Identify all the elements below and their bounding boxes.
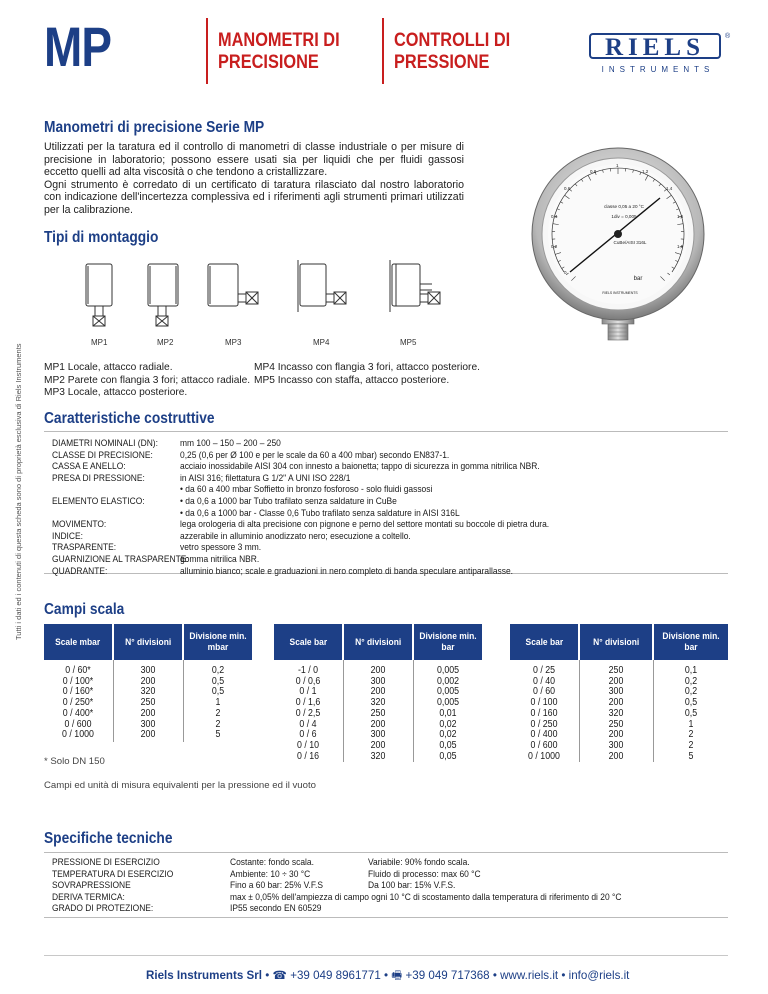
header-title-right-line2: PRESSIONE [394,52,490,73]
spec-value: Fluido di processo: max 60 °C [368,867,481,879]
phone-icon: ☎ [272,969,287,982]
table-column-divisione-min: 0,2 0,5 0,5 1 2 2 5 [211,665,225,741]
table-header: N° divisioni [114,624,182,660]
gauge-brand-text: RIELS INSTRUMENTS [602,291,638,295]
logo-registered-mark: ® [725,33,731,40]
spec-label: DERIVA TERMICA: [52,890,125,902]
gauge-tick-label: 0,2 [551,244,558,249]
mount-label-mp2: MP2 [157,338,174,347]
mount-desc-line: MP1 Locale, attacco radiale. [44,362,173,373]
gauge-tick-label: 0 [564,270,567,275]
spec-label: SOVRAPRESSIONE [52,879,131,891]
spec-value: alluminio bianco; scale e graduazioni in nero completo di banda speculare antiparallasse. [180,564,514,576]
caratteristiche-title: Caratteristiche costruttive [44,410,215,427]
gauge-tick-label: 1,4 [666,186,673,191]
mount-desc-left [44,362,250,400]
header-title-left-line2: PRECISIONE [218,52,319,73]
table-column-divisioni: 300 200 320 250 200 300 200 [140,665,156,741]
specifiche-title: Specifiche tecniche [44,830,173,847]
section-rule [44,917,728,918]
header-title-left-line1: MANOMETRI DI [218,30,340,51]
table-header: Scale mbar [44,624,112,660]
table-header: N° divisioni [344,624,412,660]
spec-value: gomma nitrilica NBR. [180,553,260,564]
footer-fax: +39 049 717368 [405,969,490,982]
header-divider [382,18,384,84]
gauge-tick-label: 1 [616,163,619,168]
table-header: N° divisioni [580,624,652,660]
footer-company: Riels Instruments Srl [146,969,262,982]
gauge-tick-label: 1,6 [677,214,684,219]
mount-label-mp4: MP4 [313,338,330,347]
mount-desc-line: MP2 Parete con flangia 3 fori; attacco radiale. [44,374,251,386]
spec-value: Ambiente: 10 ÷ 30 °C [230,867,311,879]
table-column-divisioni: 250 200 300 200 320 250 200 300 200 [608,665,624,762]
spec-value: Costante: fondo scala. [230,856,314,867]
spec-label: GUARNIZIONE AL TRASPARENTE: [52,553,189,564]
mount-diagram-mp4 [298,260,346,312]
montaggio-title: Tipi di montaggio [44,229,159,246]
spec-value: • da 0,6 a 1000 bar Tubo trafilato senza saldature in CuBe [180,495,397,506]
spec-label: PRESSIONE DI ESERCIZIO [52,856,160,867]
spec-label: ELEMENTO ELASTICO: [52,495,145,506]
gauge-tick-label: 0,4 [551,214,558,219]
section-rule [44,852,728,853]
mount-desc-line: MP5 Incasso con staffa, attacco posteriore. [254,374,450,386]
spec-label: CASSA E ANELLO: [52,460,126,472]
table-header: Scale bar [510,624,578,660]
campi-title: Campi scala [44,601,125,618]
spec-label: INDICE: [52,529,83,541]
mount-label-mp1: MP1 [91,338,108,347]
spec-value: lega orologeria di alta precisione con pignone e perno del settore montati su boccole di pietra dura. [180,518,550,530]
spec-label: TRASPARENTE: [52,541,117,553]
table-header: Divisione min. bar [654,624,728,660]
mount-desc-line: MP3 Locale, attacco posteriore. [44,387,188,398]
gauge-tick-label: 0,6 [564,186,571,191]
table-header: Scale bar [274,624,342,660]
gauge-photo [524,148,714,348]
intro-paragraph-2: Ogni strumento è corredato di un certificato di taratura rilasciato dal nostro laboratorio con indicazione dell'incertezza complessiva ed i riferimenti agli strumenti primari utilizzati per la calibrazione. [44,178,464,216]
spec-value: • da 60 a 400 mbar Soffietto in bronzo fosforoso - solo fluidi gassosi [180,483,433,495]
spec-value: Da 100 bar: 15% V.F.S. [368,879,456,891]
spec-value: in AISI 316; filettatura G 1/2" A UNI ISO 228/1 [180,471,351,483]
table-header: Divisione min. mbar [184,624,252,660]
footer-contact: Riels Instruments Srl • ☎ +39 049 8961771 • 🖷 +39 049 717368 • www.riels.it • info@riels.it [146,969,630,982]
logo-subtitle: INSTRUMENTS [601,65,715,74]
gauge-material-text: CuBe/AISI 316L [613,240,647,245]
spec-label: QUADRANTE: [52,564,108,576]
logo-text: RIELS [604,34,706,61]
gauge-tick-label: 0,8 [590,169,597,174]
mount-label-mp5: MP5 [400,338,417,347]
spec-label: PRESA DI PRESSIONE: [52,471,145,483]
spec-label: CLASSE DI PRECISIONE: [52,448,153,460]
table-column-divisioni: 200 300 200 320 250 200 300 200 320 [370,665,386,762]
mount-diagram-mp2 [148,264,178,326]
header-divider [206,18,208,84]
header-title-right-line1: CONTROLLI DI [394,30,511,51]
fax-icon: 🖷 [391,969,403,982]
spec-value: vetro spessore 3 mm. [180,541,262,553]
spec-value: • da 0,6 a 1000 bar - Classe 0,6 Tubo trafilato senza saldature in AISI 316L [180,506,460,518]
table-header: Divisione min. bar [414,624,482,660]
campi-note: Campi ed unità di misura equivalenti per la pressione ed il vuoto [44,780,316,791]
gauge-tick-label: 1,8 [677,244,684,249]
table-column-scale-bar: -1 / 0 0 / 0,6 0 / 1 0 / 1,6 0 / 2,5 0 / 4 0 / 6 0 / 10 0 / 16 [295,665,321,762]
mount-label-mp3: MP3 [225,338,242,347]
spec-value-protezione: IP55 secondo EN 60529 [230,902,322,914]
footer-email-link[interactable]: info@riels.it [568,969,630,982]
intro-title: Manometri di precisione Serie MP [44,119,265,136]
spec-value: 0,25 (0,6 per Ø 100 e per le scale da 60 a 400 mbar) secondo EN837-1. [180,448,450,460]
spec-value: Variabile: 90% fondo scala. [368,856,470,867]
table-column-scale-mbar: 0 / 60* 0 / 100* 0 / 160* 0 / 250* 0 / 400* 0 / 600 0 / 1000 [62,665,94,741]
spec-label: GRADO DI PROTEZIONE: [52,902,154,914]
riels-logo [588,28,731,78]
table-column-divisione-min: 0,1 0,2 0,2 0,5 0,5 1 2 2 5 [684,665,698,762]
spec-value: mm 100 – 150 – 200 – 250 [180,437,281,448]
spec-value: acciaio inossidabile AISI 304 con innesto a baionetta; tappo di sicurezza in gomma nitrilica NBR. [180,460,540,472]
gauge-division-text: 1div = 0,005 [611,214,637,219]
intro-paragraph-1: Utilizzati per la taratura ed il controllo di manometri di classe industriale o per misure di precisione in laboratorio; possono essere usati sia per liquidi che per fluidi gassosi eccetto quelli ad alta viscosità o che tendono a cristallizzare. [44,141,464,179]
gauge-unit-text: bar [633,276,643,282]
intro-text [44,141,464,217]
mount-desc-line: MP4 Incasso con flangia 3 fori, attacco posteriore. [254,362,480,373]
header-title-left [218,30,340,74]
footer-web-link[interactable]: www.riels.it [500,969,559,982]
mount-diagram-mp3 [208,264,258,306]
spec-value: azzerabile in alluminio anodizzato nero; esecuzione a coltello. [180,529,411,541]
spec-label: MOVIMENTO: [52,518,107,530]
side-copyright-note: Tutti i dati ed i contenuti di questa scheda sono di proprietà esclusiva di Riels Instruments [14,343,23,640]
gauge-tick-label: 1,2 [642,169,649,174]
gauge-class-text: classe 0,05 a 20 °C [604,204,644,209]
spec-label: DIAMETRI NOMINALI (DN): [52,437,158,448]
spec-label: TEMPERATURA DI ESERCIZIO [52,867,174,879]
mounting-diagrams [44,258,484,358]
spec-value: Fino a 60 bar: 25% V.F.S [230,879,324,891]
mount-diagram-mp1 [86,264,112,326]
mount-desc-right [254,362,480,387]
footer-phone: +39 049 8961771 [290,969,381,982]
mount-diagram-mp5 [390,260,440,312]
table-column-divisione-min: 0,005 0,002 0,005 0,005 0,01 0,02 0,02 0,05 0,05 [436,665,460,762]
product-code: MP [44,15,112,78]
footer-rule [44,955,728,956]
gauge-needle-hub [614,230,622,238]
section-rule [44,431,728,432]
table-column-scale-bar: 0 / 25 0 / 40 0 / 60 0 / 100 0 / 160 0 / 250 0 / 400 0 / 600 0 / 1000 [528,665,560,762]
header-title-right [394,30,510,74]
campi-footnote: * Solo DN 150 [44,756,105,767]
spec-value-deriva: max ± 0,05% dell'ampiezza di campo ogni 10 °C di scostamento dalla temperatura di riferimento di 20 °C [230,890,622,902]
